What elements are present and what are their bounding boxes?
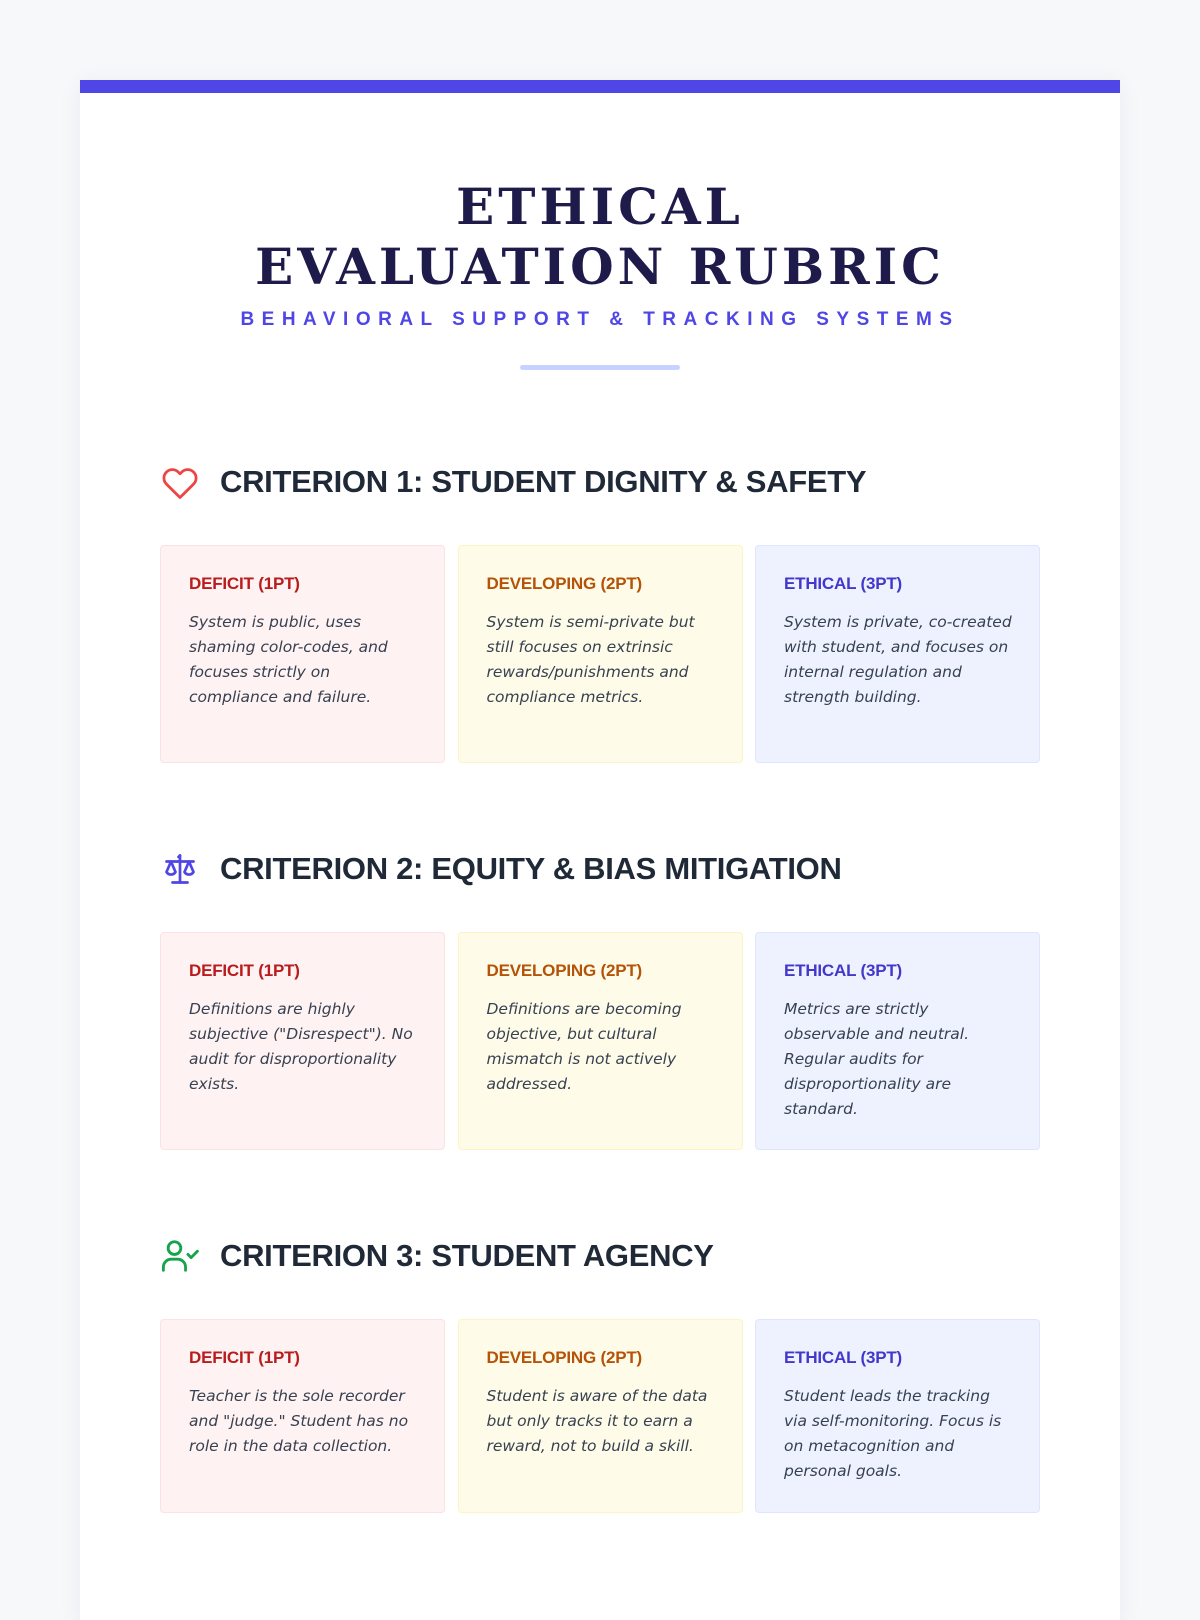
ethical-card [755, 932, 1040, 1150]
deficit-label: DEFICIT (1PT) [189, 574, 300, 593]
heart-icon [160, 462, 200, 502]
developing-card [458, 932, 743, 1150]
deficit-label: DEFICIT (1PT) [189, 961, 300, 980]
criterion-header [160, 457, 1040, 507]
page-title: ETHICAL EVALUATION RUBRIC [255, 177, 945, 296]
ethical-label: ETHICAL (3PT) [784, 574, 902, 593]
developing-card [458, 1319, 743, 1513]
ethical-card [755, 545, 1040, 763]
criterion-title: CRITERION 2: EQUITY & BIAS MITIGATION [220, 851, 842, 886]
level-cards [160, 932, 1040, 1150]
developing-label: DEVELOPING (2PT) [486, 1348, 642, 1367]
deficit-card [160, 545, 445, 763]
accent-bar [80, 80, 1120, 93]
developing-description: Student is aware of the data but only tracks it to earn a reward, not to build a skill. [486, 1387, 708, 1455]
user-check-icon [160, 1236, 200, 1276]
criterion-title: CRITERION 1: STUDENT DIGNITY & SAFETY [220, 464, 867, 499]
criterion-2 [160, 844, 1040, 1150]
ethical-description: Metrics are strictly observable and neutral. Regular audits for disproportionality are standard. [784, 1000, 970, 1118]
deficit-card [160, 1319, 445, 1513]
rubric-page [80, 80, 1120, 1620]
criterion-3 [160, 1231, 1040, 1513]
ethical-card [755, 1319, 1040, 1513]
header-divider [520, 365, 680, 370]
deficit-label: DEFICIT (1PT) [189, 1348, 300, 1367]
criterion-1 [160, 457, 1040, 763]
developing-label: DEVELOPING (2PT) [486, 961, 642, 980]
deficit-description: Teacher is the sole recorder and "judge." Student has no role in the data collection. [189, 1387, 409, 1455]
ethical-label: ETHICAL (3PT) [784, 961, 902, 980]
ethical-description: Student leads the tracking via self-monitoring. Focus is on metacognition and personal goals. [784, 1387, 1002, 1480]
header [80, 93, 1120, 370]
level-cards [160, 1319, 1040, 1513]
criterion-header [160, 1231, 1040, 1281]
developing-card [458, 545, 743, 763]
criterion-title: CRITERION 3: STUDENT AGENCY [220, 1238, 714, 1273]
developing-description: System is semi-private but still focuses on extrinsic rewards/punishments and compliance metrics. [486, 613, 695, 706]
scale-icon [160, 849, 200, 889]
page-subtitle: BEHAVIORAL SUPPORT & TRACKING SYSTEMS [240, 309, 960, 330]
deficit-description: Definitions are highly subjective ("Disrespect"). No audit for disproportionality exists. [189, 1000, 413, 1093]
ethical-description: System is private, co-created with student, and focuses on internal regulation and strength building. [784, 613, 1012, 706]
deficit-description: System is public, uses shaming color-codes, and focuses strictly on compliance and failure. [189, 613, 388, 706]
ethical-label: ETHICAL (3PT) [784, 1348, 902, 1367]
criterion-header [160, 844, 1040, 894]
developing-label: DEVELOPING (2PT) [486, 574, 642, 593]
level-cards [160, 545, 1040, 763]
deficit-card [160, 932, 445, 1150]
developing-description: Definitions are becoming objective, but cultural mismatch is not actively addressed. [486, 1000, 682, 1093]
